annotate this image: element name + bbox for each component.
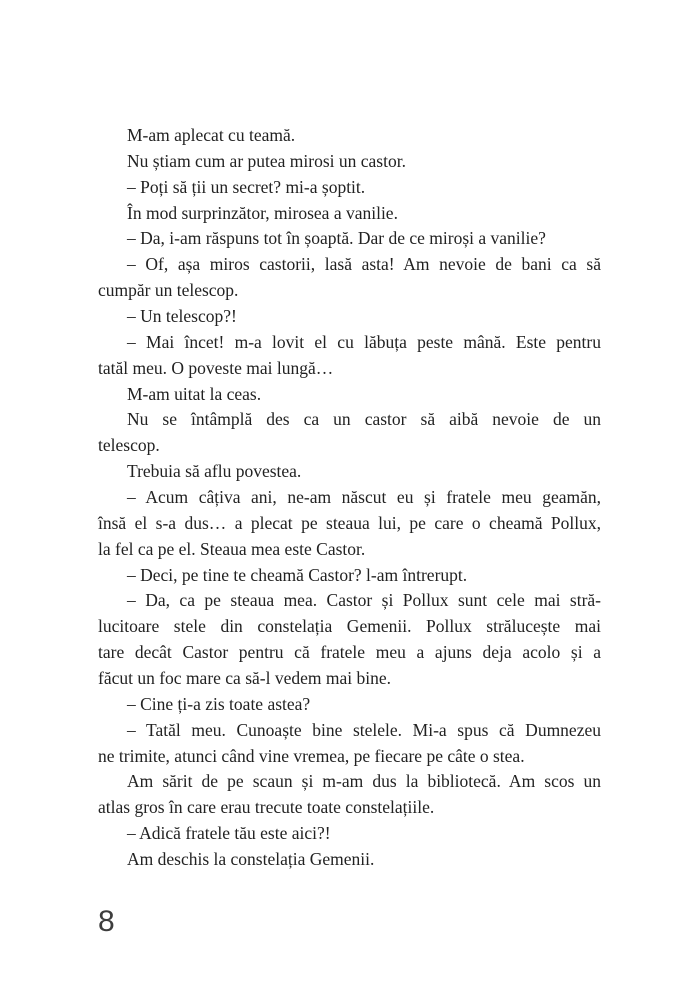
text-line: – Of, așa miros castorii, lasă asta! Am nevoie de bani ca să: [127, 254, 601, 275]
paragraph: [98, 588, 601, 691]
paragraph: [98, 330, 601, 382]
text-line: lucitoare stele din constelația Gemenii. Pollux strălucește mai: [98, 616, 601, 637]
paragraph: [98, 485, 601, 563]
text-line: Nu știam cum ar putea mirosi un castor.: [127, 150, 406, 171]
text-line: atlas gros în care erau trecute toate constelațiile.: [98, 797, 435, 818]
text-line: – Acum câțiva ani, ne-am născut eu și fratele meu geamăn,: [127, 487, 601, 508]
paragraph: [98, 201, 601, 227]
paragraph: [98, 252, 601, 304]
paragraph: [98, 123, 601, 149]
text-line: ne trimite, atunci când vine vremea, pe fiecare pe câte o stea.: [98, 745, 525, 766]
paragraph: [98, 382, 601, 408]
text-line: – Poți să ții un secret? mi-a șoptit.: [127, 176, 366, 197]
paragraph: [98, 847, 601, 873]
text-line: făcut un foc mare ca să-l vedem mai bine.: [98, 668, 391, 689]
text-line: cumpăr un telescop.: [98, 280, 239, 301]
text-line: Nu se întâmplă des ca un castor să aibă nevoie de un: [127, 409, 601, 430]
text-line: tare decât Castor pentru că fratele meu a ajuns deja acolo și a: [98, 642, 601, 663]
text-line: – Un telescop?!: [127, 306, 237, 327]
paragraph: [98, 459, 601, 485]
paragraph: [98, 149, 601, 175]
paragraph: [98, 226, 601, 252]
paragraph: [98, 175, 601, 201]
text-line: M-am uitat la ceas.: [127, 383, 262, 404]
text-line: – Cine ți-a zis toate astea?: [127, 693, 311, 714]
text-line: În mod surprinzător, mirosea a vanilie.: [127, 202, 398, 223]
text-line: M-am aplecat cu teamă.: [127, 125, 296, 145]
text-line: însă el s-a dus… a plecat pe steaua lui, pe care o cheamă Pollux,: [98, 512, 601, 533]
text-line: tatăl meu. O poveste mai lungă…: [98, 357, 334, 378]
text-line: – Adică fratele tău este aici?!: [127, 823, 331, 844]
page-number: 8: [98, 905, 115, 938]
text-line: – Da, ca pe steaua mea. Castor și Pollux sunt cele mai stră-: [127, 590, 601, 611]
text-line: Am deschis la constelația Gemenii.: [127, 849, 375, 870]
paragraph: [98, 718, 601, 770]
paragraph: [98, 821, 601, 847]
text-line: – Deci, pe tine te cheamă Castor? l-am întrerupt.: [127, 564, 468, 585]
paragraph: [98, 692, 601, 718]
text-line: – Da, i-am răspuns tot în șoaptă. Dar de ce miroși a vanilie?: [127, 228, 546, 249]
text-line: – Mai încet! m-a lovit el cu lăbuța peste mână. Este pentru: [127, 331, 601, 352]
page-text: [98, 123, 601, 873]
paragraph: [98, 563, 601, 589]
paragraph: [98, 304, 601, 330]
text-line: telescop.: [98, 435, 160, 456]
text-line: Trebuia să aflu povestea.: [127, 461, 302, 482]
paragraph: [98, 407, 601, 459]
text-line: la fel ca pe el. Steaua mea este Castor.: [98, 538, 366, 559]
text-line: – Tatăl meu. Cunoaște bine stelele. Mi-a spus că Dumnezeu: [127, 719, 601, 740]
paragraph: [98, 769, 601, 821]
text-line: Am sărit de pe scaun și m-am dus la bibliotecă. Am scos un: [127, 771, 601, 792]
